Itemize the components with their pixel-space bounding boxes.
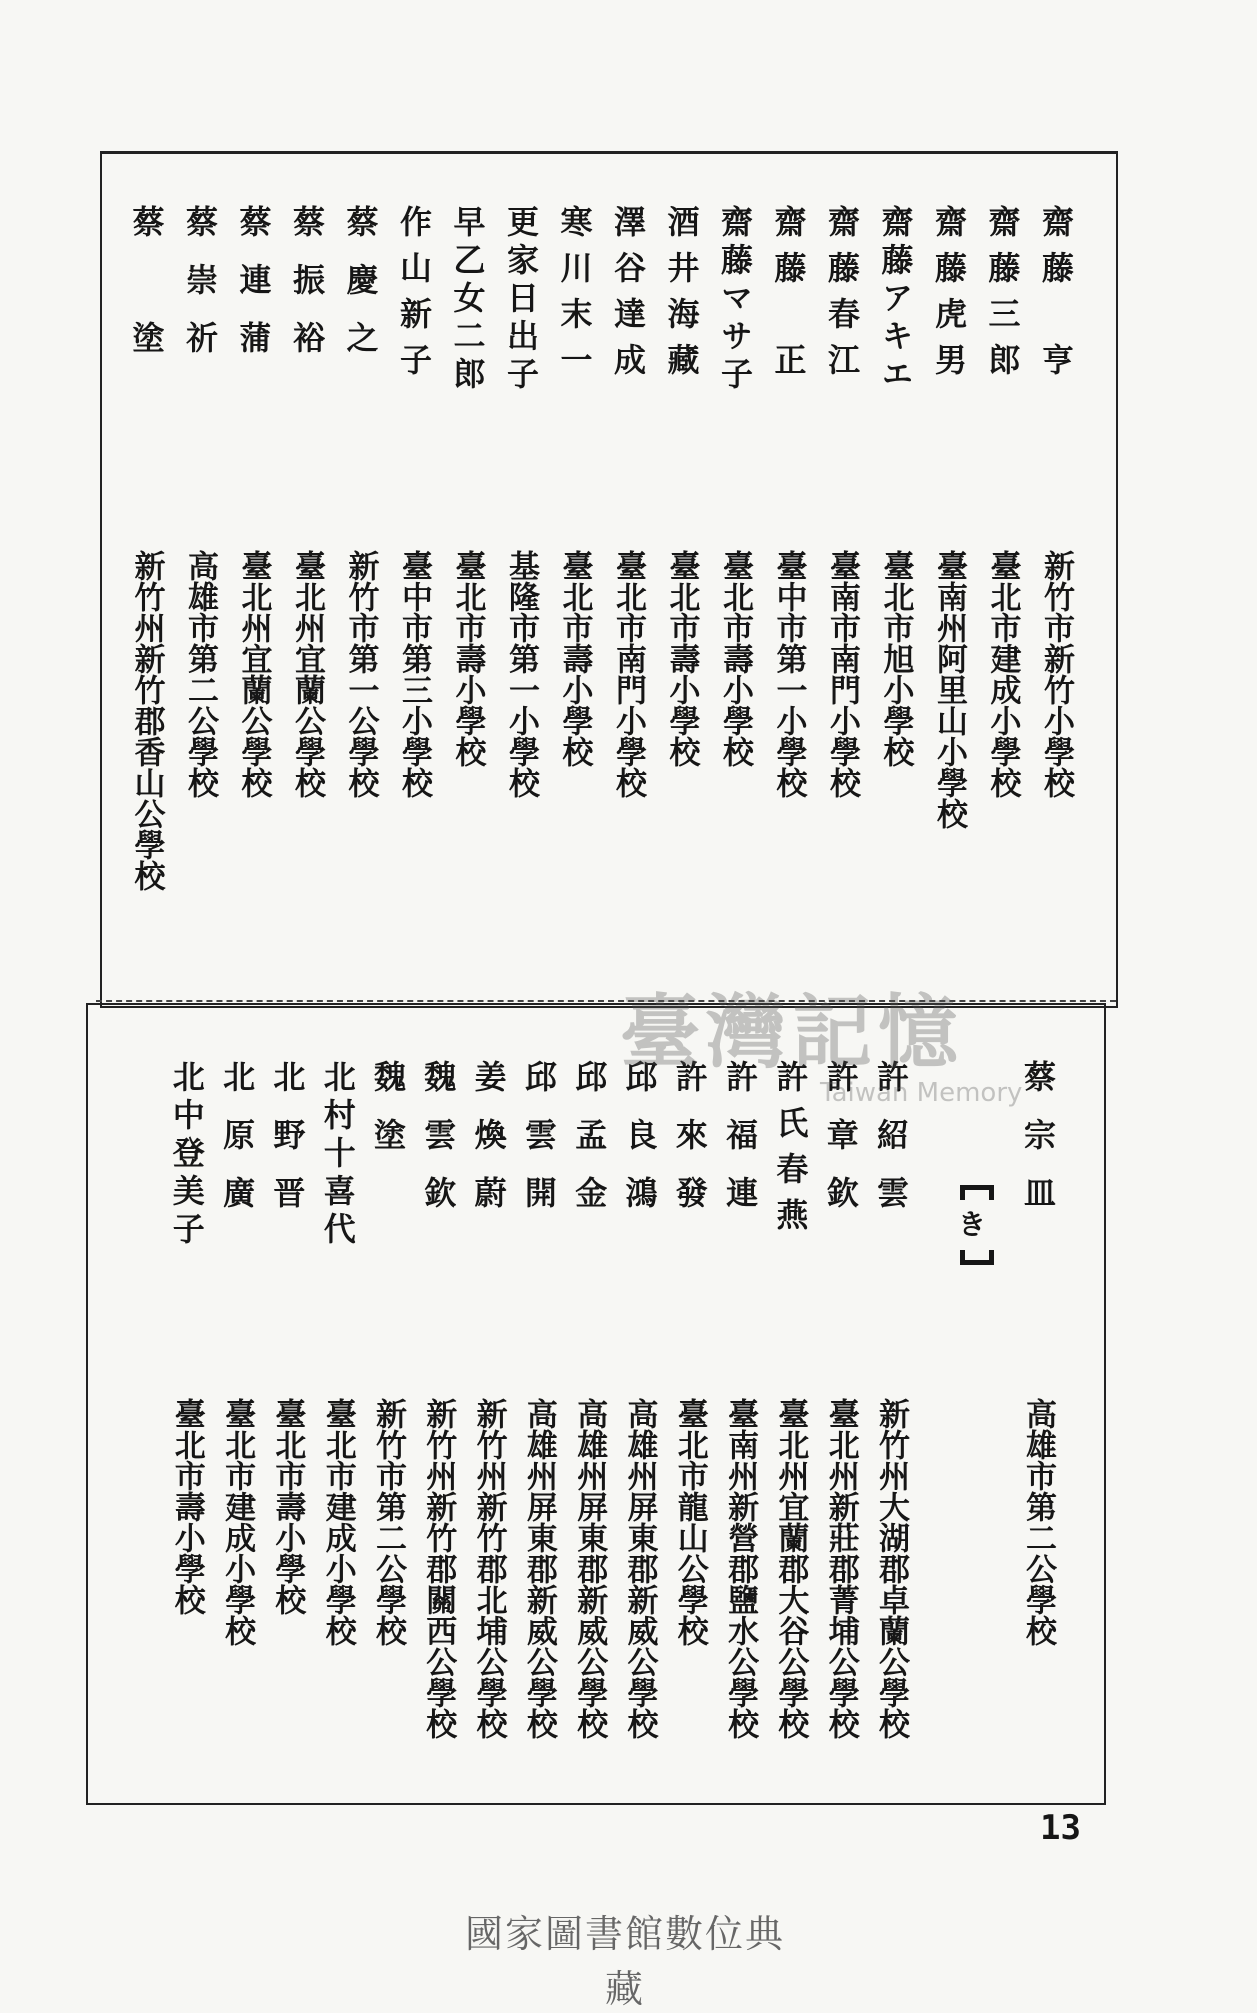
entry-name: 許紹雲 — [872, 1060, 910, 1234]
entry-school: 臺南市南門小學校 — [824, 550, 860, 798]
entry-name: 北中登美子 — [167, 1060, 206, 1250]
entry-school: 臺北市南門小學校 — [610, 550, 646, 798]
entry-name: 蔡 塗 — [127, 205, 166, 379]
entry-school: 臺北市壽小學校 — [449, 550, 486, 767]
watermark-logo — [620, 968, 1040, 1128]
entry-name: 齋藤 亨 — [1037, 205, 1075, 389]
section-marker-kana: き — [957, 1208, 986, 1241]
entry-school: 臺北市壽小學校 — [168, 1398, 205, 1615]
entry-school: 臺中市第三小學校 — [396, 550, 432, 798]
entry-school: 高雄州屏東郡新威公學校 — [520, 1398, 557, 1739]
entry-name: 早乙女二郎 — [448, 205, 487, 395]
entry-school: 新竹州新竹郡關西公學校 — [420, 1398, 457, 1739]
entry-school: 臺南州新營郡鹽水公學校 — [722, 1398, 759, 1739]
entry-name: 許氏春燕 — [771, 1060, 810, 1244]
watermark-english: Taiwan Memory — [820, 1078, 1023, 1108]
entry-name: 齋藤 正 — [769, 205, 808, 389]
entry-school: 高雄州屏東郡新威公學校 — [571, 1398, 608, 1739]
entry-school: 臺北市建成小學校 — [319, 1398, 356, 1646]
entry-name: 齋藤アキエ — [876, 205, 915, 395]
entry-school: 臺北市壽小學校 — [556, 550, 593, 767]
entry-school: 新竹州新竹郡北埔公學校 — [470, 1398, 507, 1739]
entry-school: 臺北市龍山公學校 — [671, 1398, 708, 1646]
entry-school: 臺北市壽小學校 — [717, 550, 753, 767]
entry-name: 邱雲開 — [519, 1060, 558, 1234]
entry-name: 蔡崇祈 — [181, 205, 219, 379]
entry-name: 齋藤マサ子 — [716, 205, 754, 395]
entry-school: 臺北市建成小學校 — [984, 550, 1021, 798]
entry-school: 臺北市旭小學校 — [877, 550, 914, 767]
entry-school: 新竹州大湖郡卓蘭公學校 — [873, 1398, 909, 1739]
entry-name: 蔡慶之 — [341, 205, 380, 379]
entry-name: 寒川末一 — [555, 205, 594, 389]
entry-name: 齋藤虎男 — [930, 205, 968, 389]
entry-school: 新竹州新竹郡香山公學校 — [128, 550, 165, 891]
entry-school: 新竹市新竹小學校 — [1038, 550, 1074, 798]
entry-name: 更家日出子 — [502, 205, 540, 395]
watermark-chinese: 臺灣記憶 — [620, 985, 964, 1079]
entry-school: 臺中市第一小學校 — [770, 550, 807, 798]
entry-name: 北村十喜代 — [318, 1060, 357, 1250]
entry-name: 蔡宗皿 — [1019, 1060, 1057, 1234]
entry-school: 臺北市壽小學校 — [663, 550, 700, 767]
entry-school: 新竹市第二公學校 — [370, 1398, 406, 1646]
entry-name: 酒井海藏 — [662, 205, 701, 389]
entry-school: 臺北市壽小學校 — [269, 1398, 306, 1615]
entry-name: 北原廣 — [218, 1060, 257, 1234]
entry-name: 姜煥蔚 — [469, 1060, 508, 1234]
entry-school: 基隆市第一小學校 — [503, 550, 539, 798]
page-number: 13 — [1040, 1808, 1081, 1848]
entry-name: 蔡振裕 — [288, 205, 326, 379]
entry-school: 臺北州新莊郡菁埔公學校 — [822, 1398, 859, 1739]
entry-school: 高雄市第二公學校 — [182, 550, 218, 798]
entry-school: 新竹市第一公學校 — [342, 550, 379, 798]
entry-name: 齋藤春江 — [823, 205, 861, 389]
entry-name: 作山新子 — [395, 205, 433, 389]
entry-name: 魏塗 — [369, 1060, 407, 1176]
entry-name: 邱孟金 — [570, 1060, 609, 1234]
entry-school: 臺北市建成小學校 — [219, 1398, 256, 1646]
collection-label: 國家圖書館數位典藏 — [464, 1912, 785, 2011]
entry-name: 齋藤三郎 — [983, 205, 1022, 389]
entry-school: 臺北州宜蘭公學校 — [235, 550, 272, 798]
entry-name: 北野晋 — [268, 1060, 307, 1234]
entry-school: 臺北州宜蘭公學校 — [289, 550, 325, 798]
entry-name: 澤谷達成 — [609, 205, 647, 389]
entry-school: 高雄州屏東郡新威公學校 — [621, 1398, 658, 1739]
entry-name: 魏雲欽 — [419, 1060, 458, 1234]
entry-school: 高雄市第二公學校 — [1020, 1398, 1056, 1646]
entry-school: 臺南州阿里山小學校 — [931, 550, 967, 829]
entry-name: 邱良鴻 — [620, 1060, 659, 1234]
entry-name: 許福連 — [721, 1060, 760, 1234]
entry-school: 臺北州宜蘭郡大谷公學校 — [772, 1398, 809, 1739]
entry-name: 許章欽 — [821, 1060, 860, 1234]
section-marker — [952, 1185, 992, 1265]
entry-name: 蔡連蒲 — [234, 205, 273, 379]
entry-name: 許來發 — [670, 1060, 709, 1234]
